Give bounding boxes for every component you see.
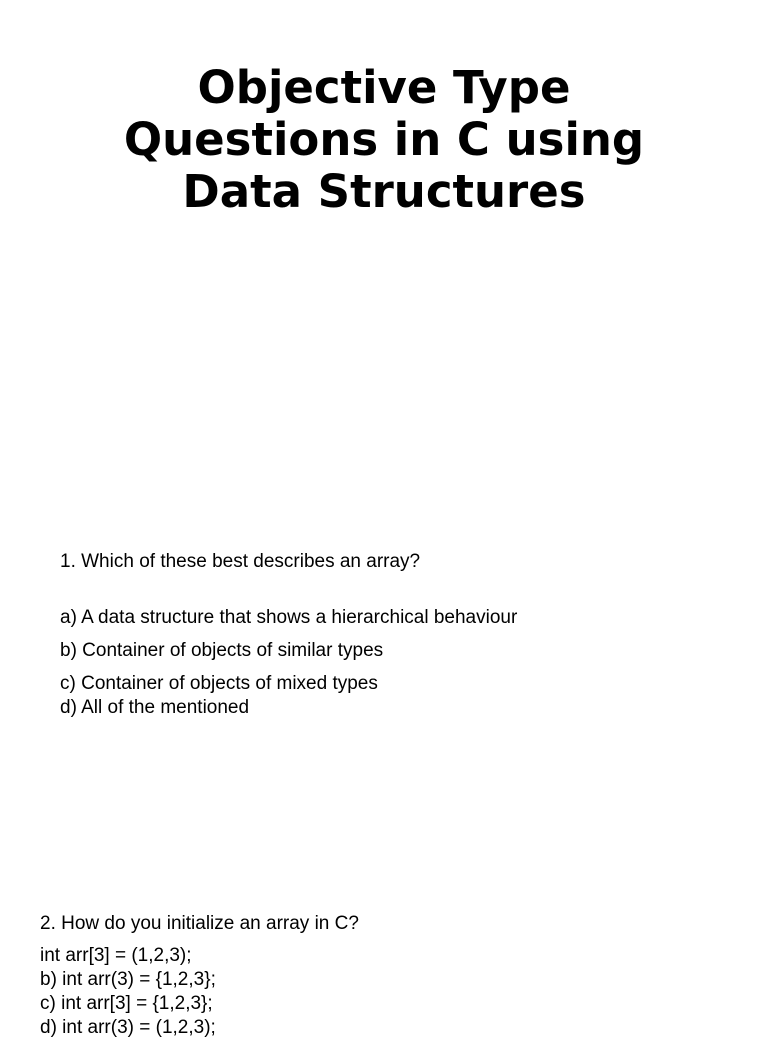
question-2-option-a: int arr[3] = (1,2,3); [40, 945, 192, 966]
title-line: Data Structures [182, 165, 586, 218]
question-1-option-a: a) A data structure that shows a hierarchical behaviour [60, 607, 518, 628]
question-1-prompt: 1. Which of these best describes an array? [60, 551, 421, 572]
title-line: Questions in C using [123, 113, 645, 166]
document-title [0, 62, 768, 218]
question-1-option-b: b) Container of objects of similar types [60, 640, 384, 661]
title-line: Objective Type [197, 61, 571, 114]
question-2-option-c: c) int arr[3] = {1,2,3}; [40, 993, 213, 1014]
question-2-option-b: b) int arr(3) = {1,2,3}; [40, 969, 216, 990]
question-2-option-d: d) int arr(3) = (1,2,3); [40, 1017, 216, 1038]
question-2-prompt: 2. How do you initialize an array in C? [40, 913, 359, 934]
question-1-option-c: c) Container of objects of mixed types [60, 673, 378, 694]
question-1-option-d: d) All of the mentioned [60, 697, 250, 718]
